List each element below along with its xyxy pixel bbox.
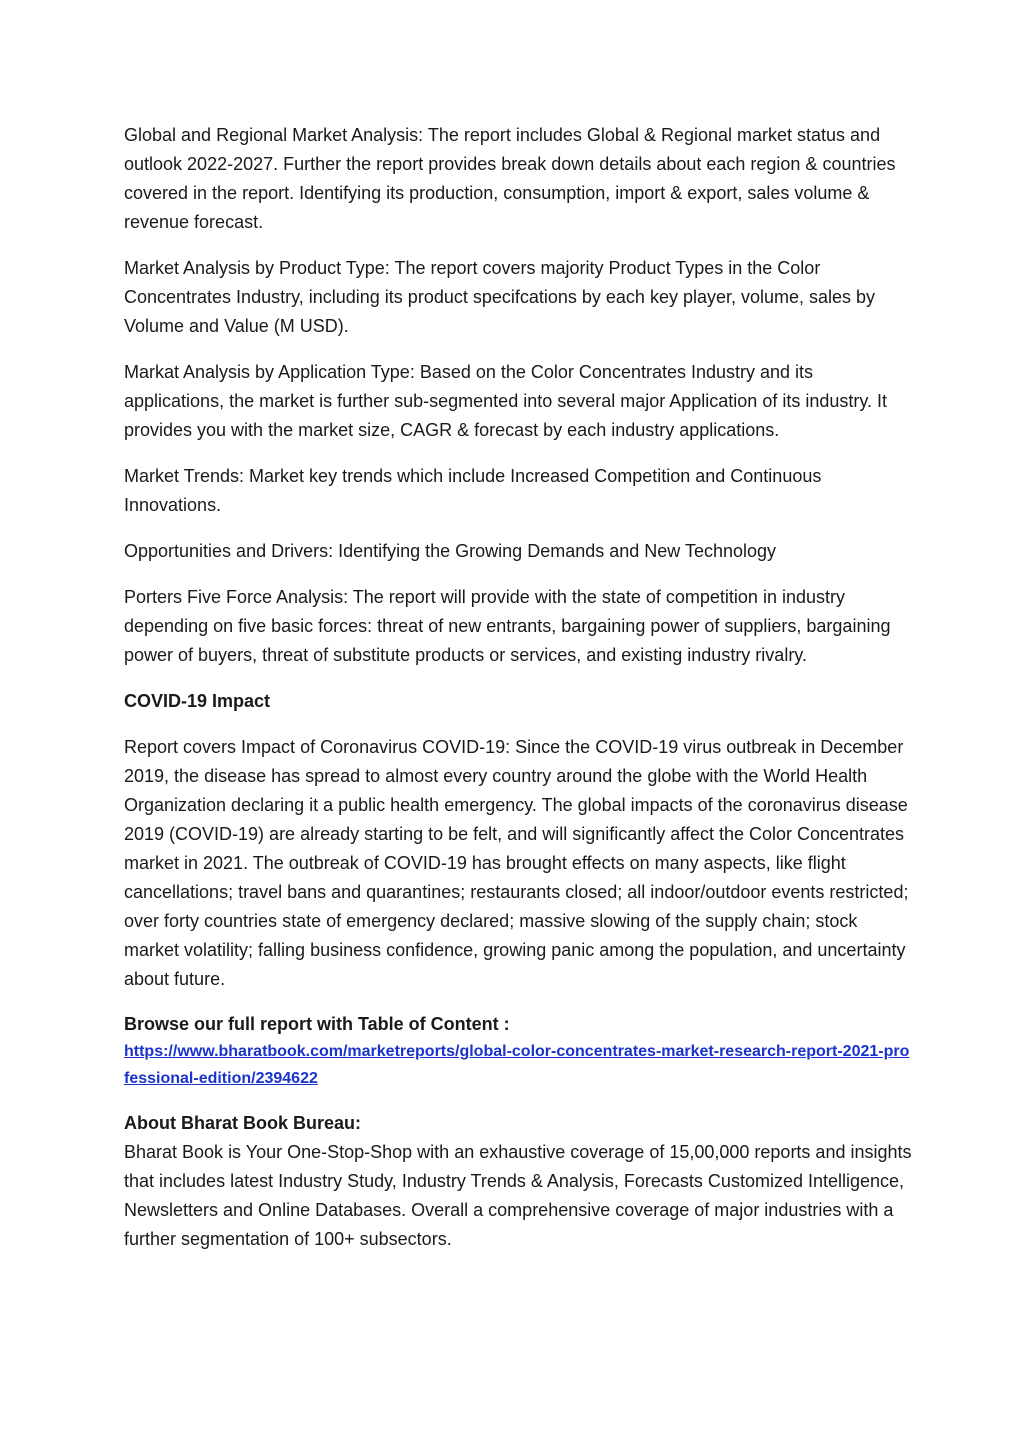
opportunities-paragraph: Opportunities and Drivers: Identifying the Growing Demands and New Technology [124,541,777,561]
covid-paragraph: Report covers Impact of Coronavirus COVID-19: Since the COVID-19 virus outbreak in December 2019, the disease has spread to almost every country around the globe with the World Health Organization declaring it a public health emergency. The global impacts of the coronavirus disease 2019 (COVID-19) are already starting to be felt, and will significantly affect the Color Concentrates market in 2021. The outbreak of COVID-19 has brought effects on many aspects, like flight cancellations; travel bans and quarantines; restaurants closed; all indoor/outdoor events restricted; over forty countries state of emergency declared; massive slowing of the supply chain; stock market volatility; falling business confidence, growing panic among the population, and uncertainty about future. [124,737,909,989]
covid-heading: COVID-19 Impact [124,691,271,711]
browse-section [124,1011,914,1092]
about-paragraph: Bharat Book is Your One-Stop-Shop with an exhaustive coverage of 15,00,000 reports and insights that includes latest Industry Study, Industry Trends & Analysis, Forecasts Customized Intelligence, Newsletters and Online Databases. Overall a comprehensive coverage of major industries with a further segmentation of 100+ subsectors. [124,1142,912,1249]
about-section [124,1109,914,1254]
product-type-paragraph: Market Analysis by Product Type: The report covers majority Product Types in the Color Concentrates Industry, including its product specifcations by each key player, volume, sales by Volume and Value (M USD). [124,258,876,336]
about-title: About Bharat Book Bureau: [124,1113,362,1133]
application-type-paragraph: Markat Analysis by Application Type: Based on the Color Concentrates Industry and its applications, the market is further sub-segmented into several major Application of its industry. It provides you with the market size, CAGR & forecast by each industry applications. [124,362,888,440]
market-trends-paragraph: Market Trends: Market key trends which include Increased Competition and Continuous Innovations. [124,466,822,515]
report-link[interactable]: https://www.bharatbook.com/marketreports/global-color-concentrates-market-research-report-2021-professional-edition/2394622 [124,1043,910,1087]
porters-paragraph: Porters Five Force Analysis: The report will provide with the state of competition in industry depending on five basic forces: threat of new entrants, bargaining power of suppliers, bargaining power of buyers, threat of substitute products or services, and existing industry rivalry. [124,587,891,665]
document-page [124,121,914,1254]
global-regional-paragraph: Global and Regional Market Analysis: The report includes Global & Regional market status and outlook 2022-2027. Further the report provides break down details about each region & countries covered in the report. Identifying its production, consumption, import & export, sales volume & revenue forecast. [124,125,896,232]
browse-label: Browse our full report with Table of Content : [124,1014,510,1034]
